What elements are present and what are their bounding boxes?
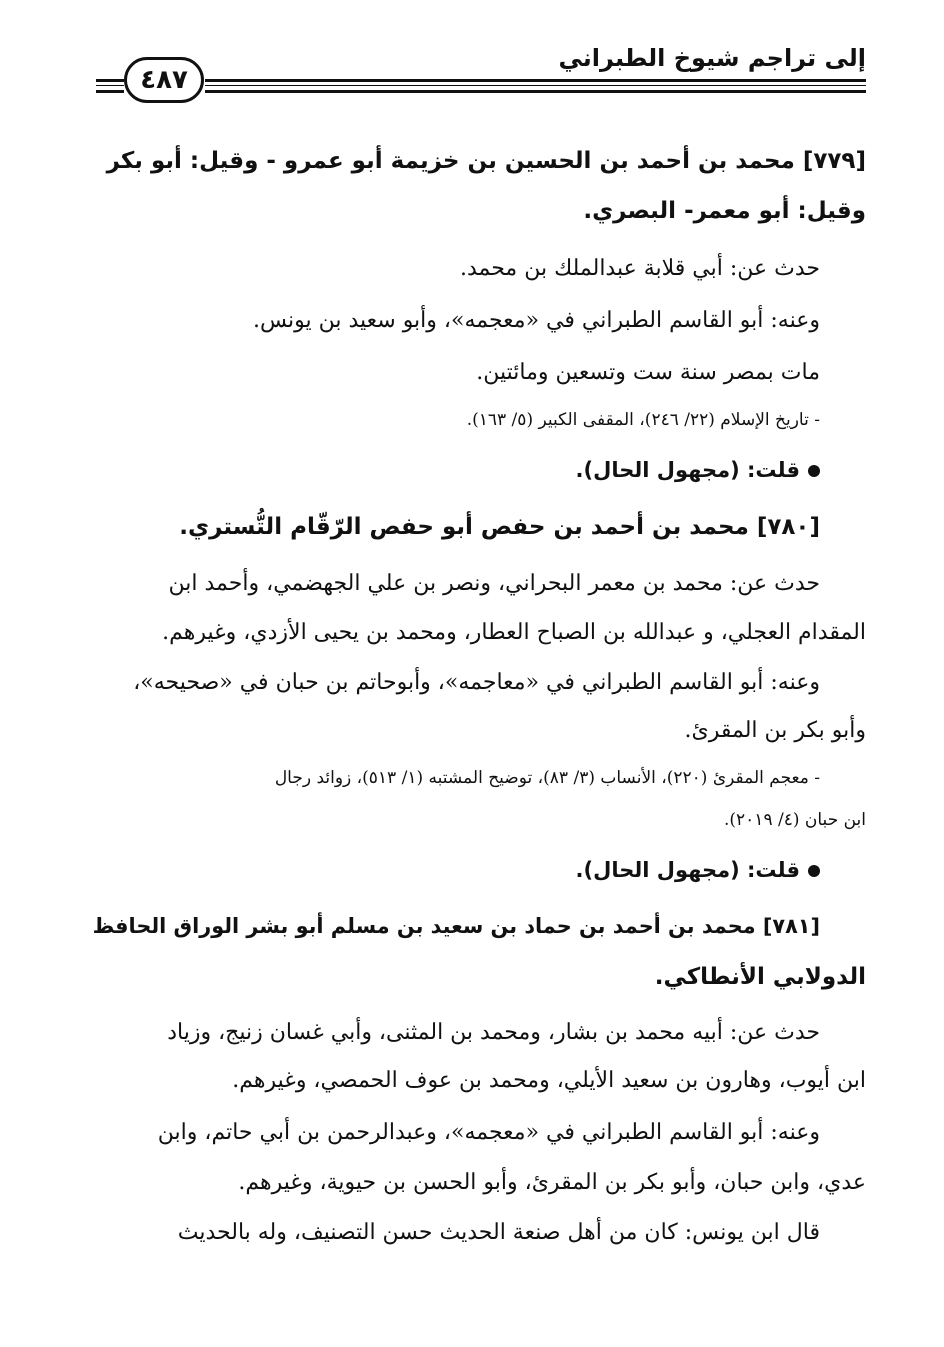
header-rule [205, 79, 866, 82]
entry-heading: [٧٨١] محمد بن أحمد بن حماد بن سعيد بن مسلم أبو بشر الوراق الحافظ [92, 914, 820, 938]
note-line [576, 860, 820, 881]
bullet-icon [808, 865, 820, 877]
body-line: مات بمصر سنة ست وتسعين ومائتين. [476, 360, 820, 385]
body-line: حدث عن: محمد بن معمر البحراني، ونصر بن علي الجهضمي، وأحمد ابن [168, 571, 820, 596]
body-line: وعنه: أبو القاسم الطبراني في «معجمه»، وأبو سعيد بن يونس. [252, 308, 820, 333]
header-rule [205, 90, 866, 93]
note-text: قلت: (مجهول الحال). [575, 858, 800, 882]
body-line: المقدام العجلي، و عبدالله بن الصباح العطار، ومحمد بن يحيى الأزدي، وغيرهم. [162, 620, 866, 645]
header-rule [205, 85, 866, 86]
note-line [576, 460, 820, 481]
body-line: حدث عن: أبيه محمد بن بشار، ومحمد بن المثنى، وأبي غسان زنيج، وزياد [167, 1020, 820, 1045]
body-line: وأبو بكر بن المقرئ. [684, 718, 866, 743]
body-line: قال ابن يونس: كان من أهل صنعة الحديث حسن التصنيف، وله بالحديث [177, 1220, 820, 1245]
page-number: ٤٨٧ [124, 57, 204, 103]
entry-heading: [٧٧٩] محمد بن أحمد بن الحسين بن خزيمة أبو عمرو - وقيل: أبو بكر [106, 148, 866, 174]
running-title: إلى تراجم شيوخ الطبراني [558, 44, 866, 72]
header-rule [96, 85, 124, 86]
header-rule [96, 90, 124, 93]
bullet-icon [808, 465, 820, 477]
body-line: وعنه: أبو القاسم الطبراني في «معاجمه»، وأبوحاتم بن حبان في «صحيحه»، [133, 670, 820, 695]
source-line: - معجم المقرئ (٢٢٠)، الأنساب (٣/ ٨٣)، توضيح المشتبه (١/ ٥١٣)، زوائد رجال [274, 768, 820, 788]
body-line: حدث عن: أبي قلابة عبدالملك بن محمد. [459, 256, 820, 281]
entry-heading: [٧٨٠] محمد بن أحمد بن حفص أبو حفص الرّقّام التُّستري. [179, 514, 820, 540]
body-line: ابن أيوب، وهارون بن سعيد الأيلي، ومحمد بن عوف الحمصي، وغيرهم. [232, 1068, 866, 1093]
entry-heading: وقيل: أبو معمر- البصري. [583, 198, 866, 224]
source-line: ابن حبان (٤/ ٢٠١٩). [724, 810, 866, 830]
note-text: قلت: (مجهول الحال). [575, 458, 800, 482]
source-line: - تاريخ الإسلام (٢٢/ ٢٤٦)، المقفى الكبير (٥/ ١٦٣). [466, 410, 820, 430]
entry-heading: الدولابي الأنطاكي. [654, 964, 866, 990]
header-rule [96, 79, 124, 82]
body-line: عدي، وابن حبان، وأبو بكر بن المقرئ، وأبو الحسن بن حيوية، وغيرهم. [238, 1170, 866, 1195]
body-line: وعنه: أبو القاسم الطبراني في «معجمه»، وعبدالرحمن بن أبي حاتم، وابن [157, 1120, 820, 1145]
